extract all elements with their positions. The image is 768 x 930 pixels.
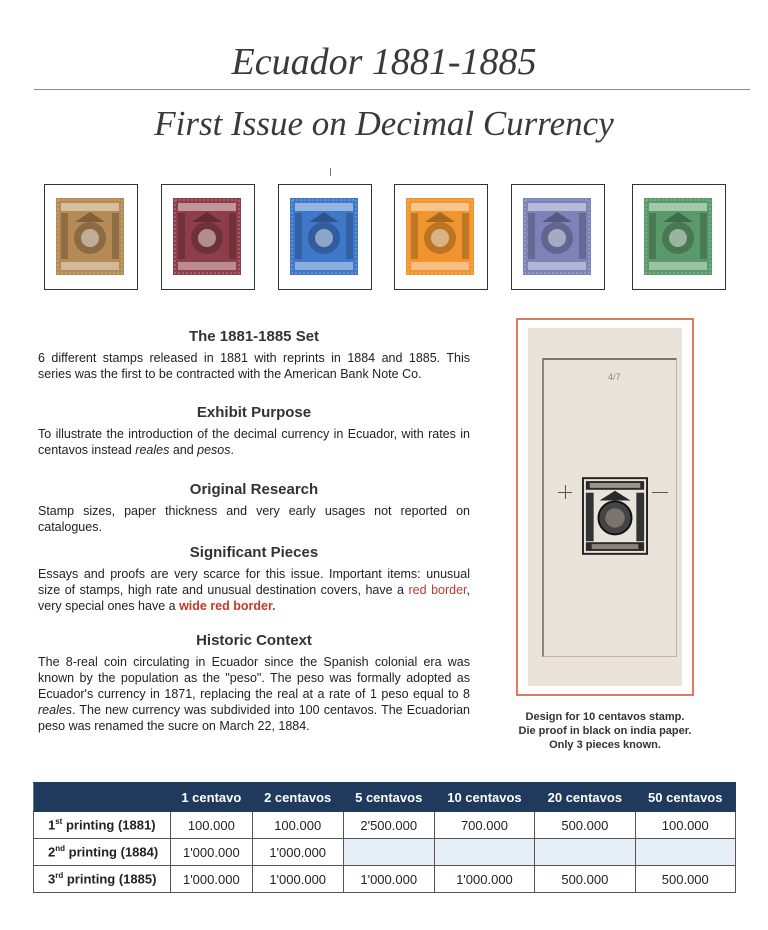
section-heading: Significant Pieces bbox=[189, 544, 319, 561]
wide-red-border-note: wide red border. bbox=[179, 599, 276, 613]
stamp-image bbox=[56, 198, 124, 275]
stamp-image bbox=[406, 198, 474, 275]
table-row bbox=[34, 866, 736, 893]
table-cell: 2'500.000 bbox=[343, 812, 434, 839]
proof-caption: Design for 10 centavos stamp. Die proof in black on india paper. Only 3 pieces known. bbox=[518, 711, 692, 751]
section-original-research bbox=[38, 481, 470, 535]
table-cell: 1'000.000 bbox=[343, 866, 434, 893]
section-heading: Exhibit Purpose bbox=[196, 404, 312, 421]
table-cell bbox=[434, 839, 534, 866]
stamp-card bbox=[394, 184, 488, 290]
table-cell: 1'000.000 bbox=[252, 866, 343, 893]
column-header: 50 centavos bbox=[635, 783, 735, 812]
row-label: 1st printing (1881) bbox=[34, 812, 171, 839]
table-cell: 500.000 bbox=[535, 866, 635, 893]
section-heading: Original Research bbox=[189, 481, 319, 498]
section-body: To illustrate the introduction of the decimal currency in Ecuador, with rates in centavos instead reales and pesos. bbox=[38, 427, 470, 457]
stamp-card bbox=[278, 184, 372, 290]
die-proof-frame bbox=[516, 318, 694, 696]
section-body: Stamp sizes, paper thickness and very early usages not reported on catalogues. bbox=[38, 504, 470, 534]
column-header: 20 centavos bbox=[535, 783, 635, 812]
column-header: 5 centavos bbox=[343, 783, 434, 812]
section-exhibit-purpose bbox=[38, 404, 470, 458]
column-header: 2 centavos bbox=[252, 783, 343, 812]
section-heading: Historic Context bbox=[196, 632, 312, 649]
table-cell: 700.000 bbox=[434, 812, 534, 839]
table-row bbox=[34, 839, 736, 866]
stamp-card bbox=[44, 184, 138, 290]
section-heading: The 1881-1885 Set bbox=[188, 328, 320, 345]
column-header: 10 centavos bbox=[434, 783, 534, 812]
crosshair-left-vertical bbox=[565, 485, 566, 499]
title-divider bbox=[34, 89, 750, 90]
table-cell bbox=[635, 839, 735, 866]
table-cell bbox=[535, 839, 635, 866]
table-cell: 1'000.000 bbox=[171, 866, 253, 893]
column-header bbox=[34, 783, 171, 812]
row-label: 3rd printing (1885) bbox=[34, 866, 171, 893]
page-title: Ecuador 1881-1885 bbox=[231, 41, 537, 83]
page-subtitle: First Issue on Decimal Currency bbox=[154, 104, 614, 143]
stamp-card bbox=[161, 184, 255, 290]
printing-quantities-table bbox=[33, 782, 736, 893]
pencil-mark bbox=[330, 168, 331, 176]
section-body: Essays and proofs are very scarce for this issue. Important items: unusual size of stamps, high rate and unusual destination covers, have a red border, very special ones have a wide red border. bbox=[38, 567, 470, 613]
india-paper bbox=[528, 328, 682, 686]
table-header-row bbox=[34, 783, 736, 812]
stamp-card bbox=[632, 184, 726, 290]
column-header: 1 centavo bbox=[171, 783, 253, 812]
table-cell: 1'000.000 bbox=[171, 839, 253, 866]
row-label: 2nd printing (1884) bbox=[34, 839, 171, 866]
section-set bbox=[38, 328, 470, 382]
table-cell: 100.000 bbox=[171, 812, 253, 839]
stamp-image bbox=[523, 198, 591, 275]
stamp-image bbox=[290, 198, 358, 275]
section-significant-pieces bbox=[38, 544, 470, 614]
table-cell bbox=[343, 839, 434, 866]
table-row bbox=[34, 812, 736, 839]
section-body: The 8-real coin circulating in Ecuador since the Spanish colonial era was known by the population as the "peso". The peso was formally adopted as Ecuador's currency in 1871, replacing the real at a rate of 1 peso equal to 8 reales. The new currency was subdivided into 100 centavos. The Ecuadorian peso was renamed the sucre on March 22, 1884. bbox=[38, 655, 470, 733]
pencil-note: 4/7 bbox=[608, 372, 621, 382]
die-proof-stamp bbox=[582, 476, 648, 556]
crosshair-right bbox=[652, 492, 668, 493]
table-cell: 1'000.000 bbox=[434, 866, 534, 893]
section-historic-context bbox=[38, 632, 470, 734]
stamp-image bbox=[644, 198, 712, 275]
stamp-card bbox=[511, 184, 605, 290]
stamp-image bbox=[173, 198, 241, 275]
table-cell: 100.000 bbox=[635, 812, 735, 839]
table-cell: 500.000 bbox=[535, 812, 635, 839]
section-body: 6 different stamps released in 1881 with reprints in 1884 and 1885. This series was the first to be contracted with the American Bank Note Co. bbox=[38, 351, 470, 381]
table-cell: 500.000 bbox=[635, 866, 735, 893]
table-cell: 1'000.000 bbox=[252, 839, 343, 866]
table-cell: 100.000 bbox=[252, 812, 343, 839]
red-border-note: red border bbox=[408, 583, 467, 597]
